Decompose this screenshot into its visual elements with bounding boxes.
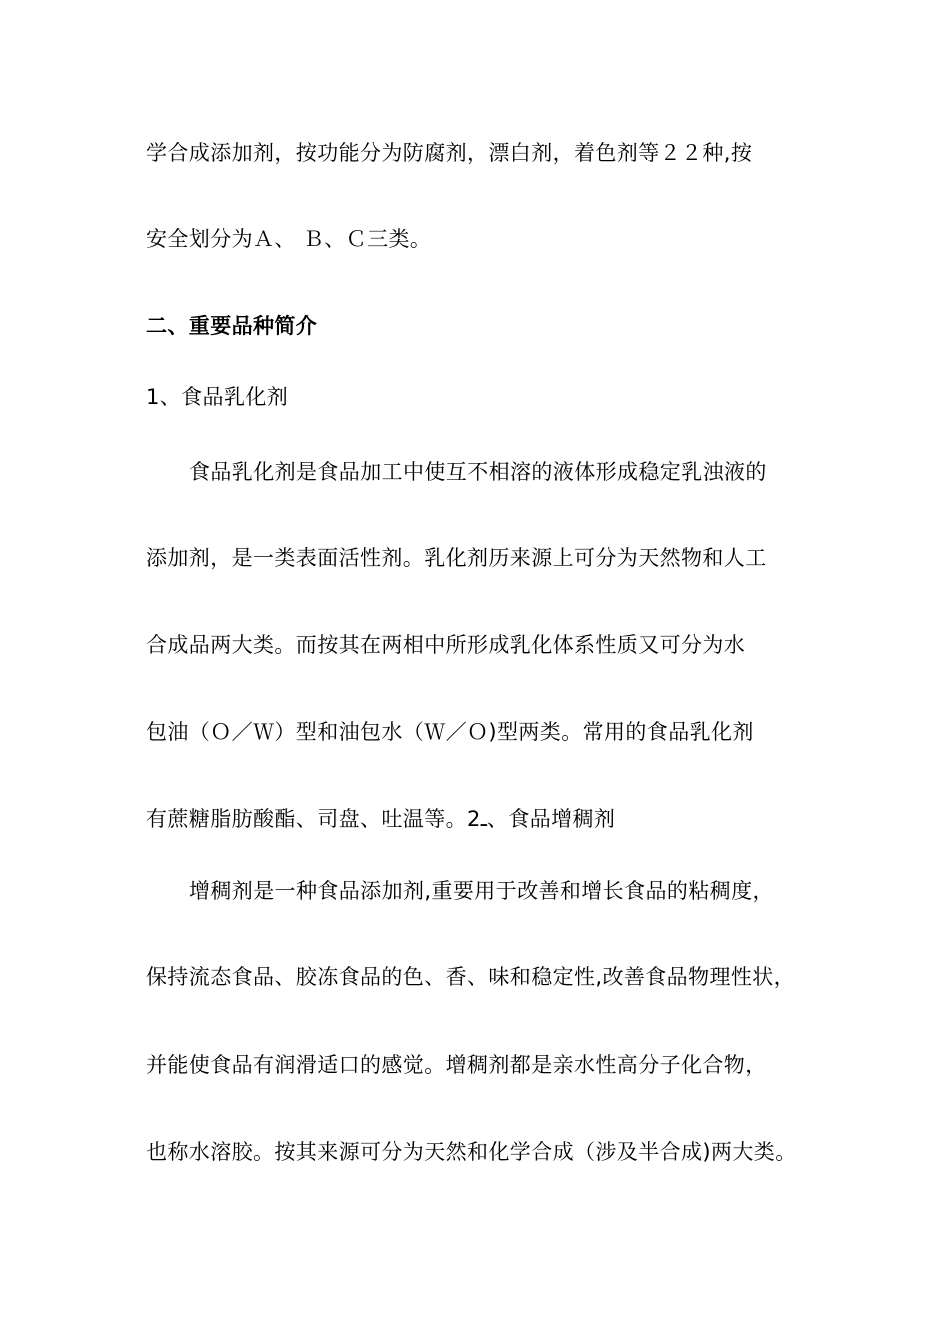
paragraph-line: 合成品两大类。而按其在两相中所形成乳化体系性质又可分为水: [146, 633, 746, 657]
paragraph-line: 食品乳化剂是食品加工中使互不相溶的液体形成稳定乳浊液的: [189, 460, 767, 484]
paragraph-line: 包油（Ｏ／Ｗ）型和油包水（Ｗ／Ｏ)型两类。常用的食品乳化剂: [146, 720, 754, 744]
paragraph-line: 添加剂，是一类表面活性剂。乳化剂历来源上可分为天然物和人工: [146, 546, 767, 570]
subsection-heading: 1、食品乳化剂: [146, 385, 289, 409]
paragraph-line: 增稠剂是一种食品添加剂,重要用于改善和增长食品的粘稠度，: [189, 879, 774, 903]
paragraph-line: 也称水溶胶。按其来源可分为天然和化学合成（涉及半合成)两大类。: [146, 1140, 797, 1164]
paragraph-line: 安全划分为Ａ、 Ｂ、Ｃ三类。: [146, 227, 432, 251]
paragraph-line: 有蔗糖脂肪酸酯、司盘、吐温等。2ـ、食品增稠剂: [146, 807, 616, 831]
paragraph-line: 并能使食品有润滑适口的感觉。增稠剂都是亲水性高分子化合物，: [146, 1053, 767, 1077]
section-heading: 二、重要品种简介: [146, 314, 318, 338]
paragraph-line: 学合成添加剂，按功能分为防腐剂，漂白剂，着色剂等２２种,按: [146, 141, 753, 165]
paragraph-line: 保持流态食品、胶冻食品的色、香、味和稳定性,改善食品物理性状，: [146, 965, 796, 989]
